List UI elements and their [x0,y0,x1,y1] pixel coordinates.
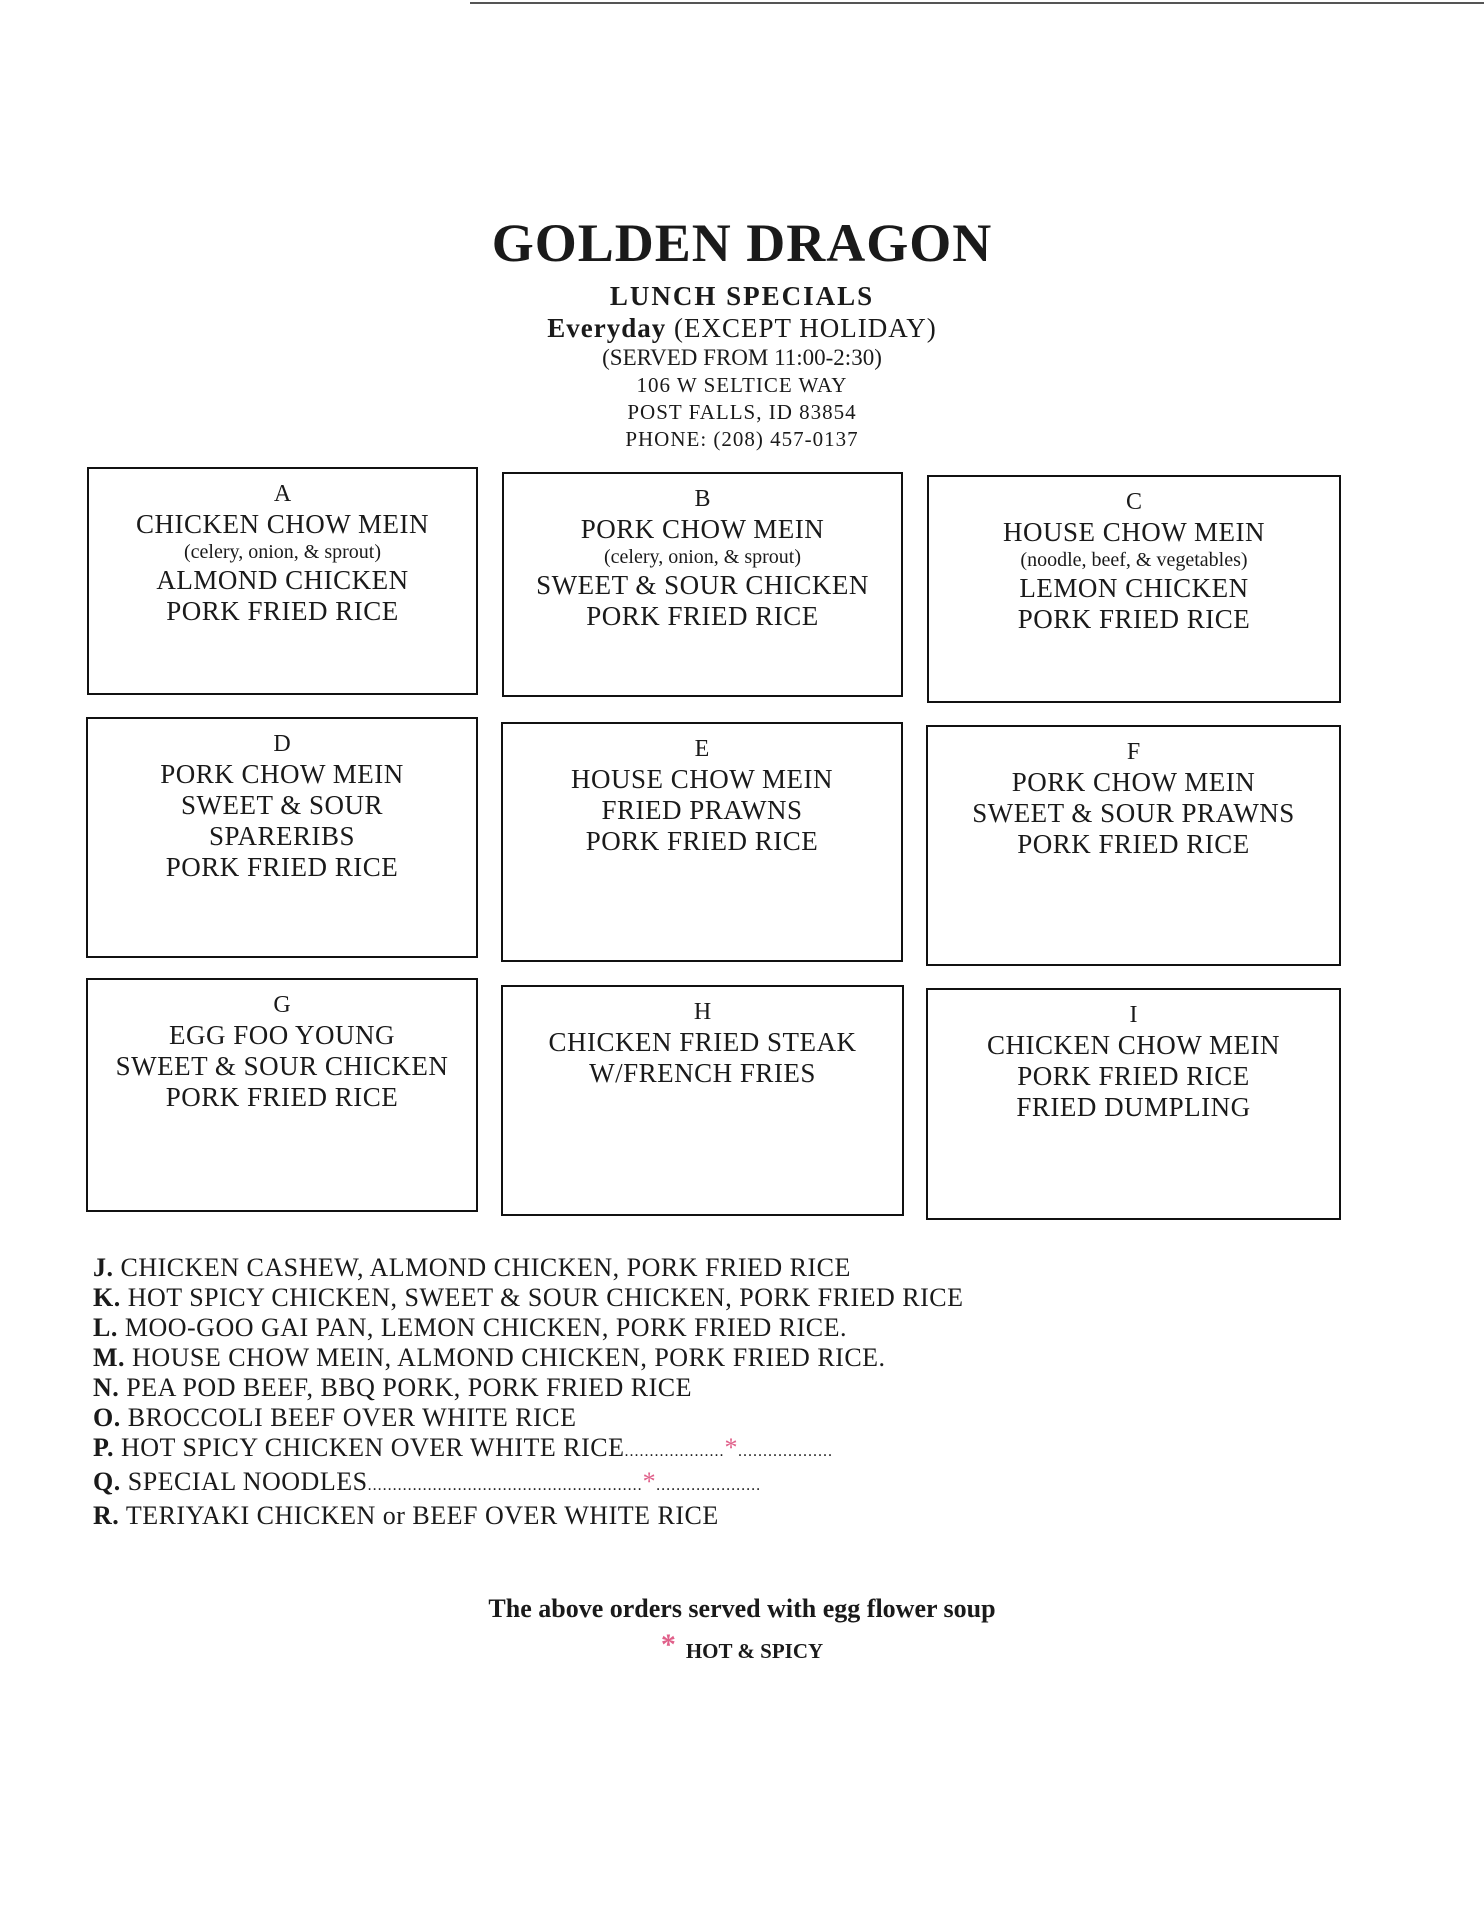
special-box-i [926,988,1341,1220]
soup-note: The above orders served with egg flower soup [488,1594,996,1623]
special-item: HOUSE CHOW MEIN [1003,517,1265,547]
special-item: SWEET & SOUR CHICKEN [115,1051,449,1081]
list-item [93,1253,964,1283]
special-item: PORK FRIED RICE [585,826,819,856]
special-item: HOUSE CHOW MEIN [571,764,833,794]
special-item: PORK FRIED RICE [586,601,819,631]
list-item [93,1467,964,1501]
list-item [93,1343,964,1373]
scan-top-edge-line [470,2,1484,4]
special-item: PORK FRIED RICE [1017,1061,1250,1091]
specials-list [93,1253,964,1531]
special-item: PORK CHOW MEIN [1011,767,1256,797]
hot-spicy-legend [0,1626,1484,1670]
special-item-note: (noodle, beef, & vegetables) [1020,549,1248,571]
menu-footer [0,1592,1484,1670]
list-item-text: BROCCOLI BEEF OVER WHITE RICE [127,1403,577,1432]
list-item [93,1403,964,1433]
list-item-text: MOO-GOO GAI PAN, LEMON CHICKEN, PORK FRIED RICE. [124,1313,848,1342]
special-item: ALMOND CHICKEN [156,565,409,595]
special-item: SWEET & SOUR CHICKEN [536,570,869,600]
special-box-c [927,475,1341,703]
special-letter: E [694,736,710,762]
special-item: LEMON CHICKEN [1019,573,1249,603]
special-item: CHICKEN CHOW MEIN [987,1030,1280,1060]
serving-hours: (SERVED FROM 11:00-2:30) [602,345,882,370]
list-item [93,1313,964,1343]
list-item [93,1433,964,1467]
special-letter: F [1126,739,1141,765]
special-item: CHICKEN FRIED STEAK [548,1027,857,1057]
special-item: SWEET & SOUR [180,790,383,820]
hot-spicy-label: HOT & SPICY [685,1639,824,1663]
special-item: PORK CHOW MEIN [580,514,825,544]
address-line-1: 106 W SELTICE WAY [636,373,848,397]
leader-dots: ..................... [656,1477,762,1494]
special-letter: I [1129,1002,1138,1028]
special-item: SPARERIBS [208,821,356,851]
list-item-key: P. [93,1433,114,1462]
list-item [93,1283,964,1313]
list-item-text: HOT SPICY CHICKEN OVER WHITE RICE [121,1433,625,1462]
phone-number: PHONE: (208) 457-0137 [625,427,859,451]
special-box-b [502,472,903,697]
list-item-text: TERIYAKI CHICKEN or BEEF OVER WHITE RICE [125,1501,719,1530]
special-item: PORK FRIED RICE [165,1082,399,1112]
list-item [93,1373,964,1403]
list-item [93,1501,964,1531]
list-item-text: SPECIAL NOODLES [127,1467,368,1496]
special-item: PORK FRIED RICE [1017,604,1251,634]
special-item: PORK FRIED RICE [165,852,399,882]
list-item-key: J. [93,1253,114,1282]
special-box-e [501,722,903,962]
menu-header [0,212,1484,453]
availability-rest: (EXCEPT HOLIDAY) [666,313,937,343]
special-letter: G [273,992,291,1018]
availability-bold: Everyday [547,313,667,343]
special-item: PORK FRIED RICE [1017,829,1250,859]
list-item-key: Q. [93,1467,121,1496]
hot-spicy-star-icon: * [660,1628,676,1661]
hot-spicy-star-icon: * [642,1467,657,1496]
special-letter: D [273,731,291,757]
special-item-note: (celery, onion, & sprout) [604,546,801,568]
list-item-key: O. [93,1403,121,1432]
special-item-note: (celery, onion, & sprout) [184,541,381,563]
special-box-d [86,717,478,958]
hot-spicy-star-icon: * [724,1433,739,1462]
special-item: EGG FOO YOUNG [169,1020,395,1050]
special-item: PORK CHOW MEIN [160,759,404,789]
list-item-key: N. [93,1373,120,1402]
special-item: CHICKEN CHOW MEIN [136,509,429,539]
leader-dots: ................... [738,1443,834,1460]
menu-subtitle: LUNCH SPECIALS [609,281,875,311]
list-item-text: PEA POD BEEF, BBQ PORK, PORK FRIED RICE [126,1373,692,1402]
restaurant-title: GOLDEN DRAGON [491,213,993,273]
special-box-a [87,467,478,695]
special-box-h [501,985,904,1216]
special-box-f [926,725,1341,966]
list-item-key: L. [93,1313,118,1342]
special-letter: A [273,481,292,507]
list-item-key: R. [93,1501,120,1530]
leader-dots: ....................................................... [367,1477,643,1494]
list-item-text: HOT SPICY CHICKEN, SWEET & SOUR CHICKEN, PORK FRIED RICE [127,1283,964,1312]
special-item: SWEET & SOUR PRAWNS [972,798,1295,828]
list-item-text: CHICKEN CASHEW, ALMOND CHICKEN, PORK FRIED RICE [120,1253,851,1282]
special-letter: B [694,486,711,512]
special-letter: C [1125,489,1142,515]
special-item: FRIED DUMPLING [1016,1092,1251,1122]
special-item: PORK FRIED RICE [166,596,399,626]
special-box-g [86,978,478,1212]
leader-dots: .................... [624,1443,725,1460]
special-item: FRIED PRAWNS [601,795,803,825]
list-item-key: M. [93,1343,126,1372]
list-item-text: HOUSE CHOW MEIN, ALMOND CHICKEN, PORK FRIED RICE. [132,1343,886,1372]
special-item: W/FRENCH FRIES [589,1058,816,1088]
list-item-key: K. [93,1283,121,1312]
address-line-2: POST FALLS, ID 83854 [627,400,857,424]
availability-line [0,312,1484,344]
special-letter: H [693,999,712,1025]
